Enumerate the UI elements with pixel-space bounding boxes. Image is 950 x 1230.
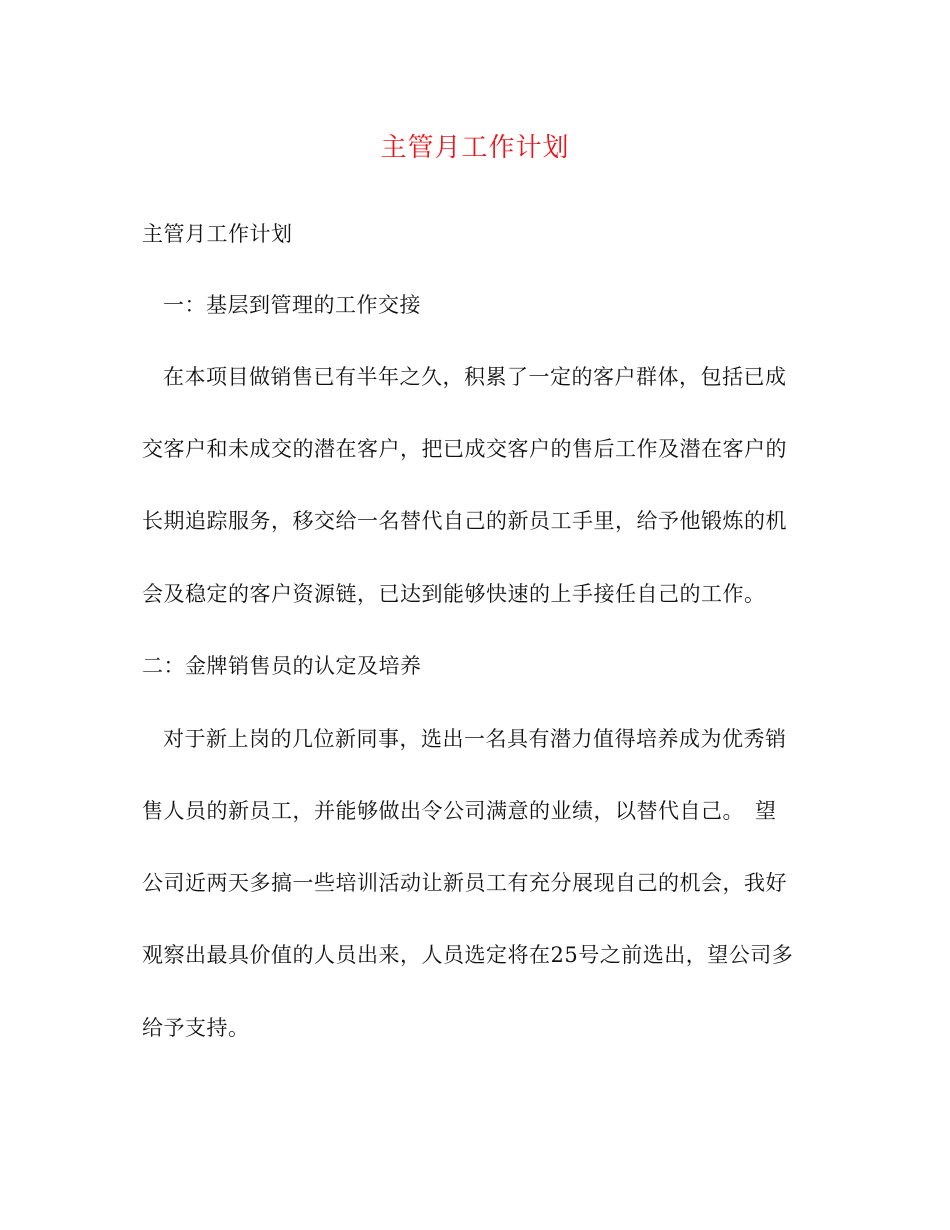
paragraph-line: 观察出最具价值的人员出来，人员选定将在25号之前选出，望公司多 <box>142 943 794 967</box>
paragraph-line: 交客户和未成交的潜在客户，把已成交客户的售后工作及潜在客户的 <box>142 437 787 461</box>
paragraph-line: 给予支持。 <box>142 1016 250 1040</box>
document-title: 主管月工作计划 <box>380 133 570 163</box>
paragraph-line: 对于新上岗的几位新同事，选出一名具有潜力值得培养成为优秀销 <box>163 727 787 751</box>
document-subtitle: 主管月工作计划 <box>142 222 293 246</box>
paragraph-line: 会及稳定的客户资源链，已达到能够快速的上手接任自己的工作。 <box>142 582 766 606</box>
paragraph-line: 公司近两天多搞一些培训活动让新员工有充分展现自己的机会，我好 <box>142 871 787 895</box>
paragraph-line: 长期追踪服务，移交给一名替代自己的新员工手里，给予他锻炼的机 <box>142 509 787 533</box>
section-heading-2: 二：金牌销售员的认定及培养 <box>142 654 422 678</box>
paragraph-line: 售人员的新员工，并能够做出令公司满意的业绩，以替代自己。 望 <box>142 799 777 823</box>
paragraph-line: 在本项目做销售已有半年之久，积累了一定的客户群体，包括已成 <box>163 365 787 389</box>
section-heading-1: 一：基层到管理的工作交接 <box>163 293 421 317</box>
